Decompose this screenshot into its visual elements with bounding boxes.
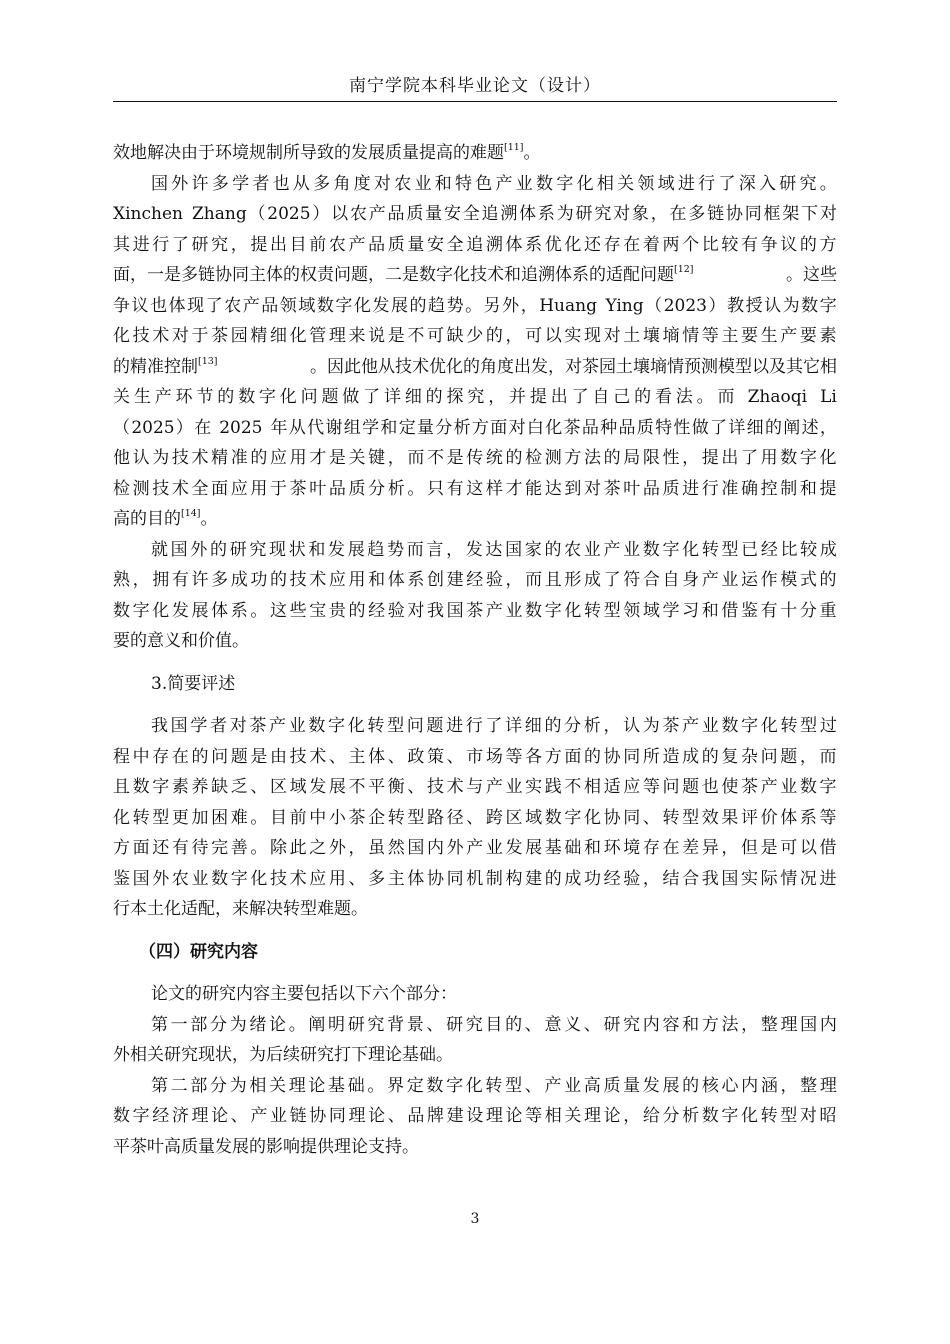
text-line: 数 字 化 发 展 体 系 。 这 些 宝 贵 的 经 验 对 我 国 茶 产 业 数 字 化 转 型 领 域 学 习 和 借 鉴 有 十 分 重	[113, 600, 837, 621]
citation-ref: [13]	[198, 355, 218, 367]
paragraph-part-two: 第 二 部 分 为 相 关 理 论 基 础 。 界 定 数 字 化 转 型 、 产 业 高 质 量 发 展 的 核 心 内 涵 ， 整 理	[151, 1075, 837, 1096]
text-line: 要的意义和价值。	[113, 631, 249, 651]
text-line: 外相关研究现状，为后续研究打下理论基础。	[113, 1045, 453, 1065]
text-line: 数 字 经 济 理 论 、 产 业 链 协 同 理 论 、 品 牌 建 设 理 论 等 相 关 理 论 ， 给 分 析 数 字 化 转 型 对 昭	[113, 1106, 837, 1126]
text-line: 且 数 字 素 养 缺 乏 、 区 域 发 展 不 平 衡 、 技 术 与 产 业 实 践 不 相 适 应 等 问 题 也 使 茶 产 业 数 字	[113, 777, 837, 797]
citation-ref: [12]	[674, 264, 694, 275]
document-body	[113, 138, 837, 1162]
text-line: 争 议 也 体 现 了 农 产 品 领 域 数 字 化 发 展 的 趋 势 。 另 外 ， Huang Ying （ 2023 ） 教 授 认 为 数 字	[113, 295, 837, 316]
text-line: Xinchen Zhang （ 2025 ） 以 农 产 品 质 量 安 全 追 溯 体 系 为 研 究 对 象 ， 在 多 链 协 同 框 架 下 对	[113, 204, 837, 224]
text-line: 效地解决由于环境规制所导致的发展质量提高的难题[11]。	[113, 142, 541, 163]
citation-ref: [14]	[181, 508, 201, 519]
text-line: 关 生 产 环 节 的 数 字 化 问 题 做 了 详 细 的 探 究 ， 并 提 出 了 自 己 的 看 法 。 而 Zhaoqi Li	[113, 387, 837, 407]
text-line: （ 2025 ） 在 2025 年 从 代 谢 组 学 和 定 量 分 析 方 面 对 白 化 茶 品 种 品 质 特 性 做 了 详 细 的 阐 述 ，	[113, 417, 837, 438]
page-number: 3	[470, 1211, 480, 1227]
header-divider	[113, 101, 837, 102]
text-line: 的精准控制[13] 。因此他从技术优化的角度出发，对茶园土壤墒情预测模型以及其它相	[113, 355, 837, 377]
section-heading: （四）研究内容	[139, 941, 258, 962]
text-line: 其 进 行 了 研 究 ， 提 出 目 前 农 产 品 质 量 安 全 追 溯 体 系 优 化 还 存 在 着 两 个 比 较 有 争 议 的 方	[113, 234, 837, 255]
paragraph-part-one: 第 一 部 分 为 绪 论 。 阐 明 研 究 背 景 、 研 究 目 的 、 意 义 、 研 究 内 容 和 方 法 ， 整 理 国 内	[151, 1014, 837, 1035]
text-line: 他 认 为 技 术 精 准 的 应 用 才 是 关 键 ， 而 不 是 传 统 的 检 测 方 法 的 局 限 性 ， 提 出 了 用 数 字 化	[113, 448, 837, 468]
text-line: 化 转 型 更 加 困 难 。 目 前 中 小 茶 企 转 型 路 径 、 跨 区 域 数 字 化 协 同 、 转 型 效 果 评 价 体 系 等	[113, 807, 837, 828]
subsection-heading: 3.简要评述	[151, 673, 236, 694]
text-line: 高的目的[14]。	[113, 508, 218, 529]
text-line: 平茶叶高质量发展的影响提供理论支持。	[113, 1136, 419, 1157]
text-line: 方 面 还 有 待 完 善 。 除 此 之 外 ， 虽 然 国 内 外 产 业 发 展 基 础 和 环 境 存 在 差 异 ， 但 是 可 以 借	[113, 838, 837, 858]
text-line: 程 中 存 在 的 问 题 是 由 技 术 、 主 体 、 政 策 、 市 场 等 各 方 面 的 协 同 所 造 成 的 复 杂 问 题 ， 而	[113, 746, 837, 767]
paragraph-foreign-research: 国 外 许 多 学 者 也 从 多 角 度 对 农 业 和 特 色 产 业 数 字 化 相 关 领 域 进 行 了 深 入 研 究 。	[151, 173, 837, 194]
text-line: 化 技 术 对 于 茶 园 精 细 化 管 理 来 说 是 不 可 缺 少 的 ， 可 以 实 现 对 土 壤 墒 情 等 主 要 生 产 要 素	[113, 326, 837, 346]
paragraph-intro: 论文的研究内容主要包括以下六个部分：	[151, 984, 457, 1004]
text-line: 行本土化适配，来解决转型难题。	[113, 899, 368, 919]
text-line: 面，一是多链协同主体的权责问题，二是数字化技术和追溯体系的适配问题[12] 。这些	[113, 264, 837, 285]
page-header-title: 南宁学院本科毕业论文（设计）	[349, 76, 601, 96]
text-line: 熟 ， 拥 有 许 多 成 功 的 技 术 应 用 和 体 系 创 建 经 验 ， 而 且 形 成 了 符 合 自 身 产 业 运 作 模 式 的	[113, 570, 837, 590]
paragraph-foreign-summary: 就 国 外 的 研 究 现 状 和 发 展 趋 势 而 言 ， 发 达 国 家 的 农 业 产 业 数 字 化 转 型 已 经 比 较 成	[151, 539, 837, 560]
text-line: 鉴 国 外 农 业 数 字 化 技 术 应 用 、 多 主 体 协 同 机 制 构 建 的 成 功 经 验 ， 结 合 我 国 实 际 情 况 进	[113, 868, 837, 889]
text-line: 检 测 技 术 全 面 应 用 于 茶 叶 品 质 分 析 。 只 有 这 样 才 能 达 到 对 茶 叶 品 质 进 行 准 确 控 制 和 提	[113, 478, 837, 499]
paragraph-review: 我 国 学 者 对 茶 产 业 数 字 化 转 型 问 题 进 行 了 详 细 的 分 析 ， 认 为 茶 产 业 数 字 化 转 型 过	[151, 716, 837, 736]
citation-ref: [11]	[504, 142, 524, 153]
